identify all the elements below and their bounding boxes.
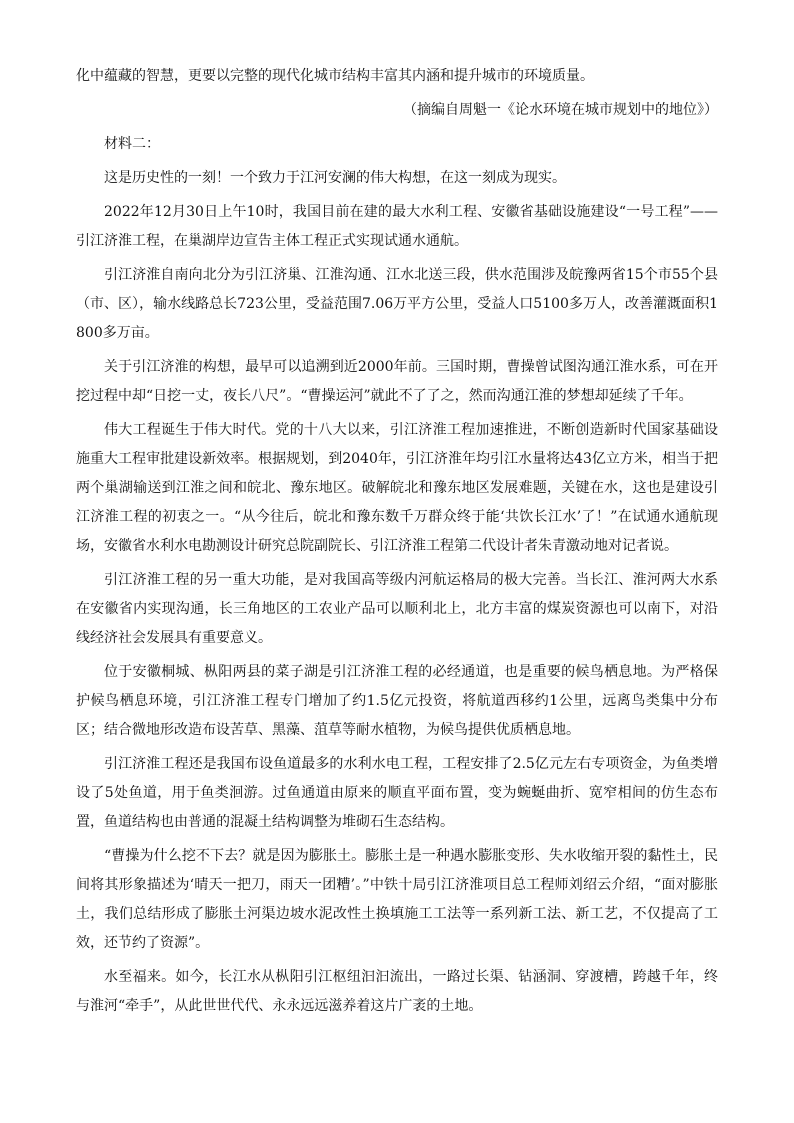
- paragraph: “曹操为什么挖不下去？就是因为膨胀土。膨胀土是一种遇水膨胀变形、失水收缩开裂的黏性土，民间将其形象描述为‘晴天一把刀，雨天一团糟’。”中铁十局引江济淮项目总工程师刘绍云介绍，“面对膨胀土，我们总结形成了膨胀土河渠边坡水泥改性土换填施工工法等一系列新工法、新工艺，不仅提高了工效，还节约了资源”。: [76, 848, 718, 951]
- paragraph: 2022年12月30日上午10时，我国目前在建的最大水利工程、安徽省基础设施建设“一号工程”——引江济淮工程，在巢湖岸边宣告主体工程正式实现试通水通航。: [76, 204, 718, 249]
- paragraph: 关于引江济淮的构想，最早可以追溯到近2000年前。三国时期，曹操曾试图沟通江淮水系，可在开挖过程中却“日挖一丈，夜长八尺”。“曹操运河”就此不了了之，然而沟通江淮的梦想却延续了千年。: [76, 359, 718, 404]
- paragraph-continuation: 化中蕴藏的智慧，更要以完整的现代化城市结构丰富其内涵和提升城市的环境质量。: [76, 68, 594, 84]
- paragraph: 位于安徽桐城、枞阳两县的菜子湖是引江济淮工程的必经通道，也是重要的候鸟栖息地。为严格保护候鸟栖息环境，引江济淮工程专门增加了约1.5亿元投资，将航道西移约1公里，远离鸟类集中分布区；结合微地形改造布设苦草、黑藻、菹草等耐水植物，为候鸟提供优质栖息地。: [76, 664, 718, 738]
- citation-source: （摘编自周魁一《论水环境在城市规划中的地位》）: [403, 102, 718, 118]
- paragraph: 水至福来。如今，长江水从枞阳引江枢纽汩汩流出，一路过长渠、钻涵洞、穿渡槽，跨越千年，终与淮河“牵手”，从此世世代代、永永远远滋养着这片广袤的土地。: [76, 969, 718, 1014]
- paragraph: 引江济淮工程还是我国布设鱼道最多的水利水电工程，工程安排了2.5亿元左右专项资金，为鱼类增设了5处鱼道，用于鱼类洄游。过鱼通道由原来的顺直平面布置，变为蜿蜒曲折、宽窄相间的仿生态布置，鱼道结构也由普通的混凝土结构调整为堆砌石生态结构。: [76, 756, 718, 830]
- paragraph: 这是历史性的一刻！一个致力于江河安澜的伟大构想，在这一刻成为现实。: [104, 170, 566, 186]
- document-page: [76, 62, 718, 1026]
- section-heading-material-two: 材料二：: [104, 136, 160, 152]
- paragraph: 引江济淮自南向北分为引江济巢、江淮沟通、江水北送三段，供水范围涉及皖豫两省15个市55个县（市、区），输水线路总长723公里，受益范围7.06万平方公里，受益人口5100多万人，改善灌溉面积1800多万亩。: [76, 267, 718, 341]
- paragraph: 伟大工程诞生于伟大时代。党的十八大以来，引江济淮工程加速推进，不断创造新时代国家基础设施重大工程审批建设新效率。根据规划，到2040年，引江济淮年均引江水量将达43亿立方米，相当于把两个巢湖输送到江淮之间和皖北、豫东地区。破解皖北和豫东地区发展难题，关键在水，这也是建设引江济淮工程的初衷之一。“从今往后，皖北和豫东数千万群众终于能‘共饮长江水’了！”在试通水通航现场，安徽省水利水电勘测设计研究总院副院长、引江济淮工程第二代设计者朱青激动地对记者说。: [76, 422, 718, 554]
- paragraph: 引江济淮工程的另一重大功能，是对我国高等级内河航运格局的极大完善。当长江、淮河两大水系在安徽省内实现沟通，长三角地区的工农业产品可以顺利北上，北方丰富的煤炭资源也可以南下，对沿线经济社会发展具有重要意义。: [76, 572, 718, 646]
